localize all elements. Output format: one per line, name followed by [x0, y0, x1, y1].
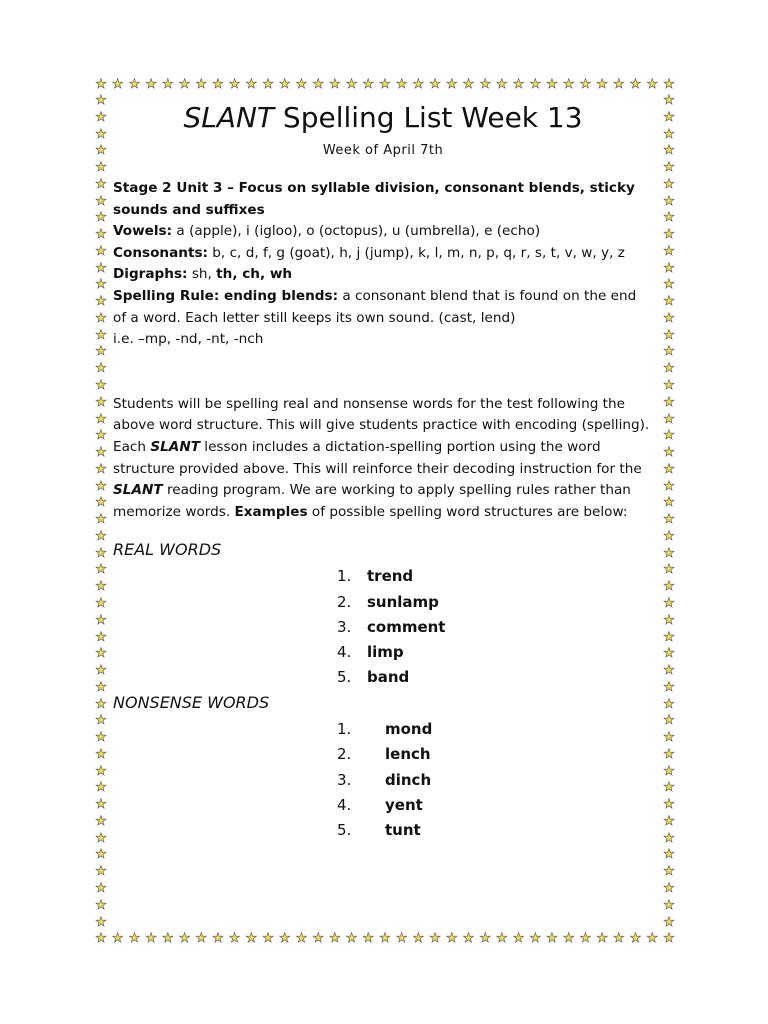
- star-icon: ★: [663, 897, 675, 913]
- vowels-text: a (apple), i (igloo), o (octopus), u (umbrella), e (echo): [172, 223, 541, 240]
- star-icon: ★: [663, 528, 675, 544]
- star-icon: ★: [345, 77, 358, 92]
- star-icon: ★: [663, 126, 675, 142]
- star-icon: ★: [379, 931, 391, 946]
- item-number: 2.: [337, 745, 352, 764]
- star-icon: ★: [95, 109, 107, 125]
- star-icon: ★: [395, 931, 408, 946]
- star-icon: ★: [95, 93, 107, 108]
- star-icon: ★: [95, 813, 107, 829]
- item-number: 2.: [337, 592, 352, 611]
- star-icon: ★: [95, 663, 107, 679]
- star-icon: ★: [95, 730, 107, 746]
- item-word: band: [367, 668, 410, 687]
- digraphs-line: [113, 264, 653, 286]
- item-number: 5.: [337, 821, 352, 839]
- star-icon: ★: [95, 344, 107, 360]
- star-icon: ★: [663, 562, 675, 578]
- star-icon: ★: [663, 378, 675, 394]
- star-icon: ★: [663, 763, 675, 779]
- star-icon: ★: [312, 77, 324, 92]
- vowels-line: [113, 221, 653, 243]
- star-icon: ★: [629, 931, 642, 946]
- star-icon: ★: [161, 77, 174, 92]
- consonants-text: b, c, d, f, g (goat), h, j (jump), k, l, m, n, p, q, r, s, t, v, w, y, z: [207, 244, 625, 261]
- paragraph-slant2: SLANT: [113, 482, 163, 499]
- list-item: [113, 793, 653, 818]
- star-icon: ★: [663, 93, 675, 108]
- paragraph-slant1: SLANT: [150, 438, 200, 455]
- star-icon: ★: [95, 227, 107, 243]
- star-icon: ★: [663, 478, 675, 494]
- star-icon: ★: [95, 461, 107, 477]
- item-word: mond: [385, 720, 433, 739]
- paragraph-part3: reading program. We are working to apply spelling rules rather than memorize words.: [113, 482, 631, 520]
- star-icon: ★: [95, 528, 107, 544]
- star-icon: ★: [546, 931, 558, 946]
- star-icon: ★: [95, 378, 107, 394]
- star-icon: ★: [412, 77, 425, 92]
- star-icon: ★: [663, 193, 675, 209]
- star-icon: ★: [95, 77, 107, 92]
- list-item: [113, 742, 653, 767]
- star-icon: ★: [95, 797, 107, 813]
- item-word: lench: [385, 745, 431, 764]
- vowels-label: Vowels:: [113, 223, 173, 240]
- star-icon: ★: [663, 176, 675, 192]
- nonsense-words-list: [113, 717, 653, 843]
- star-icon: ★: [95, 126, 107, 142]
- star-icon: ★: [663, 143, 675, 159]
- item-number: 1.: [337, 567, 352, 586]
- star-icon: ★: [663, 663, 675, 679]
- item-word: trend: [367, 567, 414, 586]
- star-icon: ★: [596, 77, 608, 92]
- star-icon: ★: [95, 143, 107, 159]
- star-icon: ★: [445, 931, 458, 946]
- list-item: [113, 640, 653, 665]
- document-content: [113, 96, 653, 843]
- star-icon: ★: [663, 780, 675, 796]
- item-number: 1.: [337, 720, 352, 739]
- rule-examples: i.e. –mp, -nd, -nt, -nch: [113, 331, 264, 348]
- star-icon: ★: [663, 445, 675, 461]
- star-icon: ★: [612, 931, 625, 946]
- star-icon: ★: [445, 77, 458, 92]
- star-icon: ★: [178, 931, 191, 946]
- title-rest: Spelling List Week 13: [282, 101, 583, 134]
- star-border-right: [662, 94, 676, 930]
- star-icon: ★: [579, 931, 592, 946]
- rule-label: Spelling Rule: ending blends:: [113, 287, 339, 304]
- rule-text: a consonant blend that is found on the end of a word. Each letter still keeps its own sound. (cast, lend): [113, 287, 637, 326]
- item-word: dinch: [385, 770, 432, 789]
- star-icon: ★: [128, 77, 141, 92]
- digraphs-label: Digraphs:: [113, 266, 188, 283]
- page-title: [113, 96, 653, 140]
- star-icon: ★: [663, 612, 675, 628]
- star-icon: ★: [95, 428, 107, 444]
- star-icon: ★: [663, 847, 675, 863]
- star-icon: ★: [663, 746, 675, 762]
- star-icon: ★: [663, 243, 675, 259]
- star-icon: ★: [663, 629, 675, 645]
- star-icon: ★: [95, 310, 107, 326]
- star-icon: ★: [379, 77, 391, 92]
- star-icon: ★: [95, 914, 107, 930]
- item-number: 4.: [337, 795, 352, 814]
- star-icon: ★: [295, 931, 308, 946]
- description-paragraph: [113, 394, 653, 524]
- star-icon: ★: [429, 931, 441, 946]
- consonants-line: [113, 243, 653, 265]
- list-item: [113, 768, 653, 793]
- star-icon: ★: [95, 830, 107, 846]
- star-icon: ★: [663, 813, 675, 829]
- star-icon: ★: [95, 763, 107, 779]
- star-icon: ★: [161, 931, 174, 946]
- list-item: [113, 564, 653, 589]
- star-icon: ★: [663, 294, 675, 310]
- stage-line: Stage 2 Unit 3 – Focus on syllable division, consonant blends, sticky sounds and suffixes: [113, 180, 635, 218]
- star-icon: ★: [95, 327, 107, 343]
- star-icon: ★: [663, 495, 675, 511]
- star-icon: ★: [663, 880, 675, 896]
- star-icon: ★: [479, 931, 491, 946]
- star-icon: ★: [278, 931, 291, 946]
- star-icon: ★: [663, 210, 675, 226]
- star-border-top: [94, 78, 676, 92]
- star-border-left: [94, 94, 108, 930]
- star-icon: ★: [562, 931, 575, 946]
- star-icon: ★: [262, 77, 274, 92]
- star-icon: ★: [663, 545, 675, 561]
- list-item: [113, 590, 653, 615]
- star-icon: ★: [663, 646, 675, 662]
- star-icon: ★: [663, 260, 675, 276]
- star-icon: ★: [195, 77, 208, 92]
- star-icon: ★: [195, 931, 208, 946]
- digraphs-bold: th, ch, wh: [216, 266, 293, 283]
- star-icon: ★: [462, 931, 475, 946]
- star-icon: ★: [512, 77, 525, 92]
- star-icon: ★: [178, 77, 191, 92]
- star-icon: ★: [95, 294, 107, 310]
- star-icon: ★: [95, 864, 107, 880]
- item-word: tunt: [385, 821, 421, 839]
- star-icon: ★: [95, 277, 107, 293]
- nonsense-words-heading: NONSENSE WORDS: [113, 693, 270, 713]
- star-icon: ★: [663, 797, 675, 813]
- star-icon: ★: [145, 77, 157, 92]
- star-icon: ★: [579, 77, 592, 92]
- star-icon: ★: [95, 847, 107, 863]
- star-icon: ★: [95, 445, 107, 461]
- star-icon: ★: [663, 77, 675, 92]
- star-icon: ★: [95, 160, 107, 176]
- star-icon: ★: [362, 77, 375, 92]
- star-icon: ★: [95, 579, 107, 595]
- star-icon: ★: [646, 77, 659, 92]
- star-icon: ★: [145, 931, 157, 946]
- star-icon: ★: [95, 193, 107, 209]
- list-item: [113, 615, 653, 640]
- star-icon: ★: [95, 696, 107, 712]
- star-icon: ★: [663, 310, 675, 326]
- star-icon: ★: [245, 931, 258, 946]
- star-border-bottom: [94, 932, 676, 946]
- star-icon: ★: [663, 595, 675, 611]
- list-item: [113, 818, 653, 843]
- star-icon: ★: [663, 730, 675, 746]
- star-icon: ★: [95, 243, 107, 259]
- star-icon: ★: [295, 77, 308, 92]
- star-icon: ★: [95, 713, 107, 729]
- star-icon: ★: [612, 77, 625, 92]
- star-icon: ★: [278, 77, 291, 92]
- star-icon: ★: [245, 77, 258, 92]
- star-icon: ★: [262, 931, 274, 946]
- real-words-list: [113, 564, 653, 690]
- item-number: 4.: [337, 642, 352, 661]
- star-icon: ★: [562, 77, 575, 92]
- star-icon: ★: [663, 109, 675, 125]
- star-icon: ★: [663, 428, 675, 444]
- star-icon: ★: [95, 629, 107, 645]
- star-icon: ★: [496, 77, 508, 92]
- star-icon: ★: [95, 545, 107, 561]
- paragraph-part4: of possible spelling word structures are below:: [307, 503, 628, 520]
- star-icon: ★: [95, 612, 107, 628]
- star-icon: ★: [663, 361, 675, 377]
- list-item: [113, 717, 653, 742]
- star-icon: ★: [95, 361, 107, 377]
- star-icon: ★: [228, 931, 241, 946]
- star-icon: ★: [663, 864, 675, 880]
- star-icon: ★: [95, 679, 107, 695]
- spelling-rule: [113, 286, 653, 329]
- star-icon: ★: [663, 579, 675, 595]
- item-word: sunlamp: [367, 592, 439, 611]
- week-date: Week of April 7th: [322, 143, 444, 158]
- star-icon: ★: [663, 914, 675, 930]
- star-icon: ★: [663, 394, 675, 410]
- star-icon: ★: [663, 679, 675, 695]
- paragraph-part1: Students will be spelling real and nonsense words for the test following the above word structure. This will give students practice with encoding (spelling). Each: [113, 395, 650, 455]
- star-icon: ★: [663, 227, 675, 243]
- unit-info: [113, 178, 653, 351]
- digraphs-plain: sh,: [187, 266, 217, 283]
- star-icon: ★: [663, 327, 675, 343]
- star-icon: ★: [95, 478, 107, 494]
- star-icon: ★: [663, 512, 675, 528]
- list-item: [113, 665, 653, 690]
- paragraph-examples: Examples: [234, 503, 308, 520]
- star-icon: ★: [95, 931, 107, 946]
- star-icon: ★: [362, 931, 375, 946]
- star-icon: ★: [596, 931, 608, 946]
- star-icon: ★: [212, 931, 224, 946]
- star-icon: ★: [496, 931, 508, 946]
- star-icon: ★: [663, 830, 675, 846]
- star-icon: ★: [212, 77, 224, 92]
- star-icon: ★: [546, 77, 558, 92]
- consonants-label: Consonants:: [113, 244, 208, 261]
- star-icon: ★: [329, 931, 341, 946]
- star-icon: ★: [663, 713, 675, 729]
- star-icon: ★: [429, 77, 441, 92]
- star-icon: ★: [663, 160, 675, 176]
- star-icon: ★: [95, 411, 107, 427]
- item-word: comment: [367, 617, 446, 636]
- star-icon: ★: [95, 512, 107, 528]
- star-icon: ★: [663, 931, 675, 946]
- star-icon: ★: [663, 277, 675, 293]
- star-icon: ★: [646, 931, 659, 946]
- star-icon: ★: [95, 562, 107, 578]
- star-icon: ★: [529, 77, 542, 92]
- star-icon: ★: [462, 77, 475, 92]
- star-icon: ★: [95, 210, 107, 226]
- star-icon: ★: [111, 931, 124, 946]
- real-words-heading: REAL WORDS: [113, 540, 222, 560]
- title-slant: SLANT: [183, 101, 275, 134]
- item-number: 5.: [337, 668, 352, 687]
- item-number: 3.: [337, 770, 352, 789]
- star-icon: ★: [663, 344, 675, 360]
- star-icon: ★: [95, 746, 107, 762]
- star-icon: ★: [395, 77, 408, 92]
- item-word: yent: [385, 795, 423, 814]
- star-icon: ★: [95, 880, 107, 896]
- star-icon: ★: [345, 931, 358, 946]
- star-icon: ★: [529, 931, 542, 946]
- star-icon: ★: [312, 931, 324, 946]
- star-icon: ★: [663, 461, 675, 477]
- star-icon: ★: [95, 595, 107, 611]
- star-icon: ★: [629, 77, 642, 92]
- star-icon: ★: [412, 931, 425, 946]
- item-word: limp: [367, 642, 404, 661]
- star-icon: ★: [228, 77, 241, 92]
- item-number: 3.: [337, 617, 352, 636]
- star-icon: ★: [95, 260, 107, 276]
- star-icon: ★: [663, 411, 675, 427]
- star-icon: ★: [479, 77, 491, 92]
- star-icon: ★: [128, 931, 141, 946]
- star-icon: ★: [95, 780, 107, 796]
- star-icon: ★: [95, 897, 107, 913]
- star-icon: ★: [95, 176, 107, 192]
- star-icon: ★: [663, 696, 675, 712]
- paragraph-part2: lesson includes a dictation-spelling portion using the word structure provided above. This will reinforce their decoding instruction for the: [113, 438, 642, 477]
- star-icon: ★: [95, 495, 107, 511]
- star-icon: ★: [111, 77, 124, 92]
- star-icon: ★: [512, 931, 525, 946]
- star-icon: ★: [95, 394, 107, 410]
- star-icon: ★: [329, 77, 341, 92]
- star-icon: ★: [95, 646, 107, 662]
